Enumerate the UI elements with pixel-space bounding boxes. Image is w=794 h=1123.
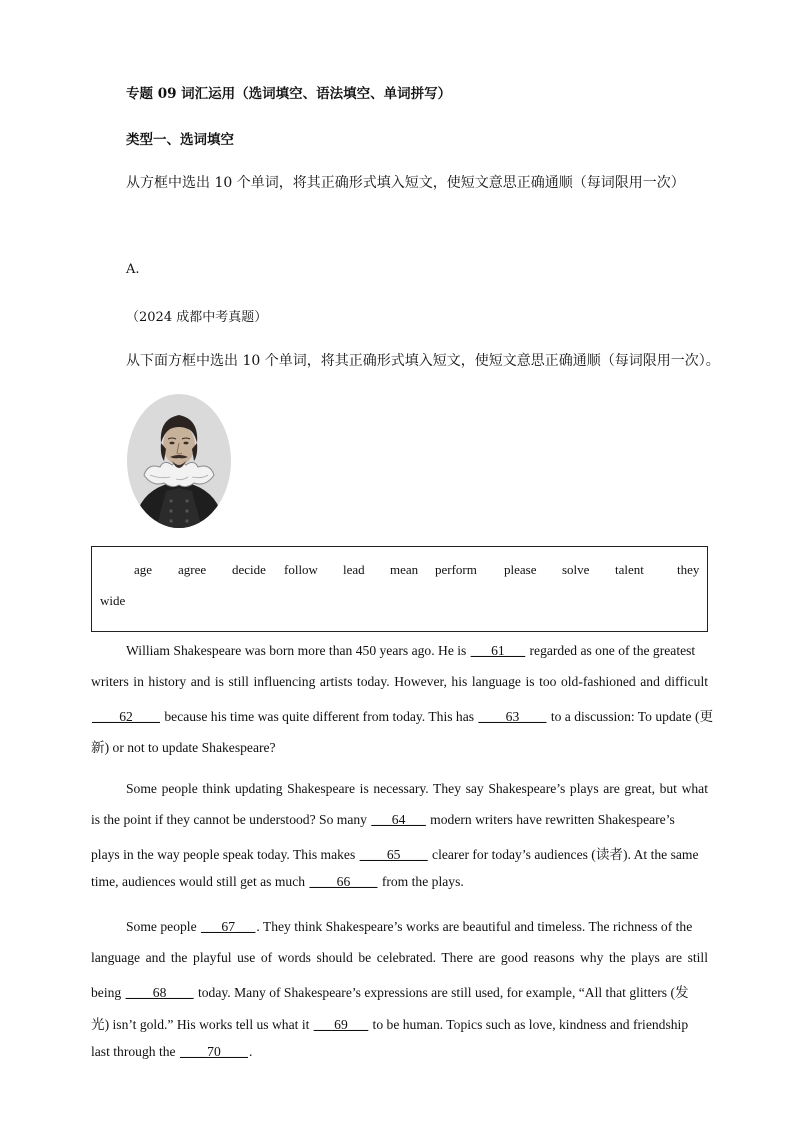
word-option: mean [390, 562, 419, 577]
word-option: follow [284, 562, 318, 577]
word-option: perform [435, 562, 477, 577]
word-option: please [504, 562, 537, 577]
passage-line: 光) isn’t gold.” His works tell us what it ___69___ to be human. Topics such as love, kindness and friendship [91, 1017, 689, 1032]
word-option: lead [343, 562, 365, 577]
instruction-text: 从方框中选出 10 个单词，将其正确形式填入短文，使短文意思正确通顺（每词限用一次） [126, 175, 685, 191]
blank-65[interactable]: ____65____ [359, 847, 428, 862]
shakespeare-portrait [126, 393, 232, 529]
passage-line: writers in history and is still influencing artists today. However, his language is too old-fashioned and difficult [91, 674, 708, 689]
passage-line: Some people think updating Shakespeare is necessary. They say Shakespeare’s plays are great, but what [126, 781, 708, 796]
passage-line: language and the playful use of words should be celebrated. There are good reasons why the plays are still [91, 950, 708, 965]
blank-63[interactable]: ____63____ [478, 709, 547, 724]
word-option: age [134, 562, 153, 577]
section-instruction: 从下面方框中选出 10 个单词，将其正确形式填入短文，使短文意思正确通顺（每词限用一次）。 [126, 353, 720, 369]
blank-67[interactable]: ___67___ [201, 919, 256, 934]
passage-line: being ____68____ today. Many of Shakespeare’s expressions are still used, for example, “All that glitters (发 [91, 985, 689, 1000]
blank-64[interactable]: ___64___ [371, 812, 426, 827]
passage-line: is the point if they cannot be understood? So many ___64___ modern writers have rewritten Shakespeare’s [91, 812, 675, 827]
word-option: decide [232, 562, 266, 577]
word-option: talent [615, 562, 644, 577]
topic-title: 专题 09 词汇运用（选词填空、语法填空、单词拼写） [126, 86, 452, 102]
word-option: agree [178, 562, 207, 577]
passage-line: plays in the way people speak today. This makes ____65____ clearer for today’s audiences (读者). At the same [91, 847, 699, 862]
blank-69[interactable]: ___69___ [313, 1017, 369, 1032]
section-label: A. [126, 262, 140, 277]
blank-66[interactable]: ____66____ [309, 874, 378, 889]
blank-61[interactable]: ___61___ [470, 643, 526, 658]
word-box [91, 546, 708, 632]
word-option: they [677, 562, 700, 577]
passage-line: last through the ____70____. [91, 1044, 253, 1059]
type-title: 类型一、选词填空 [126, 132, 234, 148]
blank-68[interactable]: ____68____ [125, 985, 194, 1000]
source-label: （2024 成都中考真题） [126, 310, 268, 325]
passage-line: Some people ___67___. They think Shakespeare’s works are beautiful and timeless. The richness of the [126, 919, 693, 934]
word-option: wide [100, 593, 126, 608]
blank-70[interactable]: ____70____ [179, 1044, 248, 1059]
passage-line: William Shakespeare was born more than 450 years ago. He is ___61___ regarded as one of the greatest [126, 643, 696, 658]
word-option: solve [562, 562, 590, 577]
blank-62[interactable]: ____62____ [92, 709, 160, 724]
passage-line: time, audiences would still get as much ____66____ from the plays. [91, 874, 464, 889]
passage-line: 新) or not to update Shakespeare? [91, 740, 276, 755]
passage-line: ____62____ because his time was quite different from today. This has ____63____ to a discussion: To update (更 [92, 709, 714, 724]
